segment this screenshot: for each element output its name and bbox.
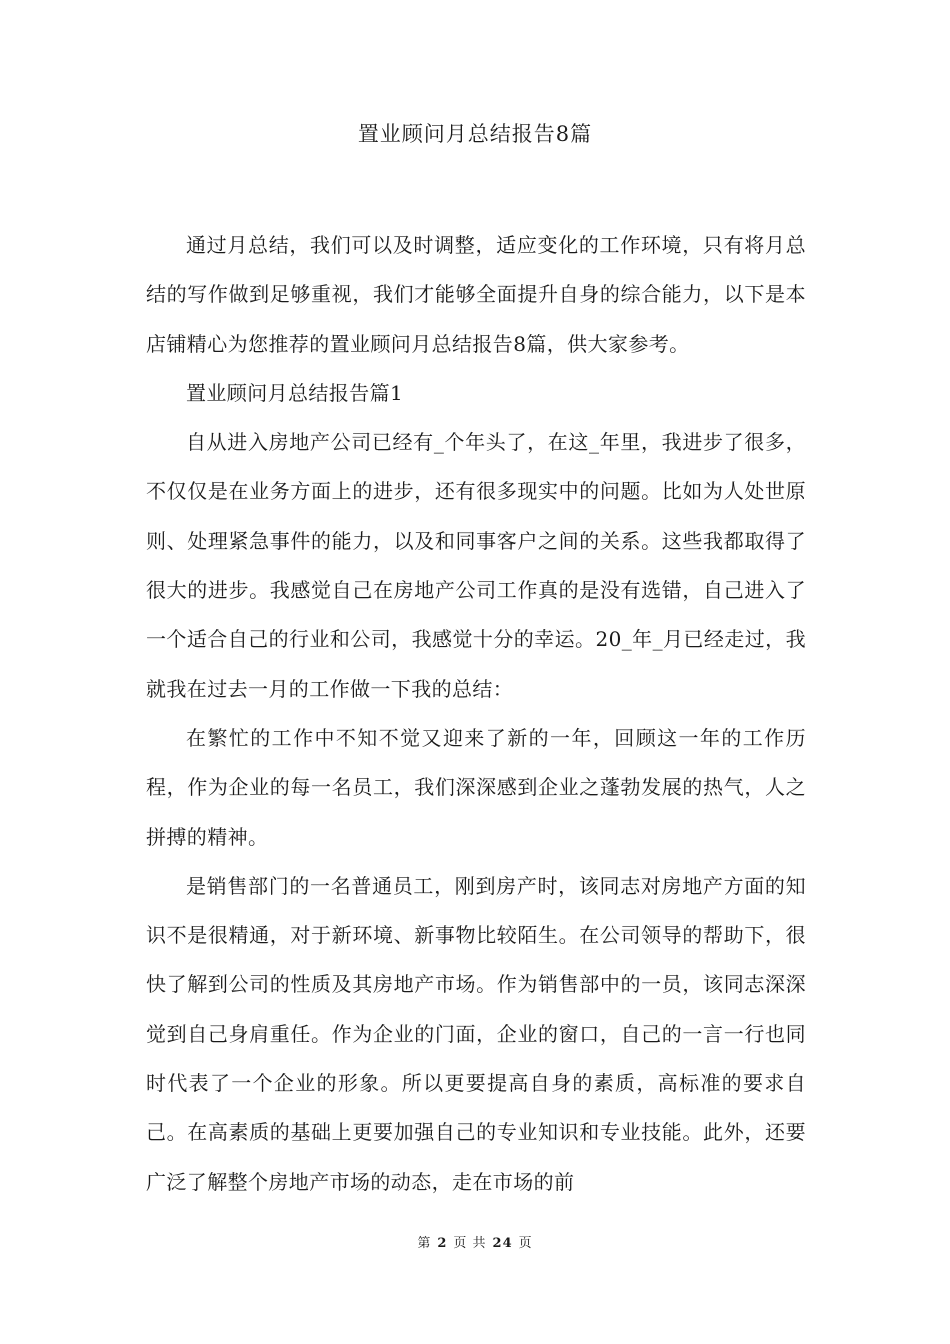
footer-middle: 页 共 [453,1236,487,1251]
body-paragraph: 自从进入房地产公司已经有_个年头了，在这_年里，我进步了很多，不仅仅是在业务方面上的进步，还有很多现实中的问题。比如为人处世原则、处理紧急事件的能力，以及和同事客户之间的关系。这些我都取得了很大的进步。我感觉自己在房地产公司工作真的是没有选错，自己进入了一个适合自己的行业和公司，我感觉十分的幸运。20_年_月已经走过，我就我在过去一月的工作做一下我的总结： [146,430,806,701]
footer-current-page: 2 [437,1236,448,1251]
body-paragraph: 是销售部门的一名普通员工，刚到房产时，该同志对房地产方面的知识不是很精通，对于新环境、新事物比较陌生。在公司领导的帮助下，很快了解到公司的性质及其房地产市场。作为销售部中的一员，该同志深深觉到自己身肩重任。作为企业的门面，企业的窗口，自己的一言一行也同时代表了一个企业的形象。所以更要提高自身的素质，高标准的要求自己。在高素质的基础上更要加强自己的专业知识和专业技能。此外，还要广泛了解整个房地产市场的动态，走在市场的前 [146,873,806,1194]
body-paragraph: 在繁忙的工作中不知不觉又迎来了新的一年，回顾这一年的工作历程，作为企业的每一名员工，我们深深感到企业之蓬勃发展的热气，人之拼搏的精神。 [146,725,806,849]
document-title: 置业顾问月总结报告8篇 [357,122,593,146]
document-body [146,221,806,1207]
footer-prefix: 第 [417,1236,432,1251]
footer-suffix: 页 [518,1236,533,1251]
intro-paragraph: 通过月总结，我们可以及时调整，适应变化的工作环境，只有将月总结的写作做到足够重视，我们才能够全面提升自身的综合能力，以下是本店铺精心为您推荐的置业顾问月总结报告8篇，供大家参考。 [146,233,806,356]
footer-total-pages: 24 [492,1236,513,1251]
page-footer [0,1232,950,1251]
section-heading: 置业顾问月总结报告篇1 [186,380,404,405]
